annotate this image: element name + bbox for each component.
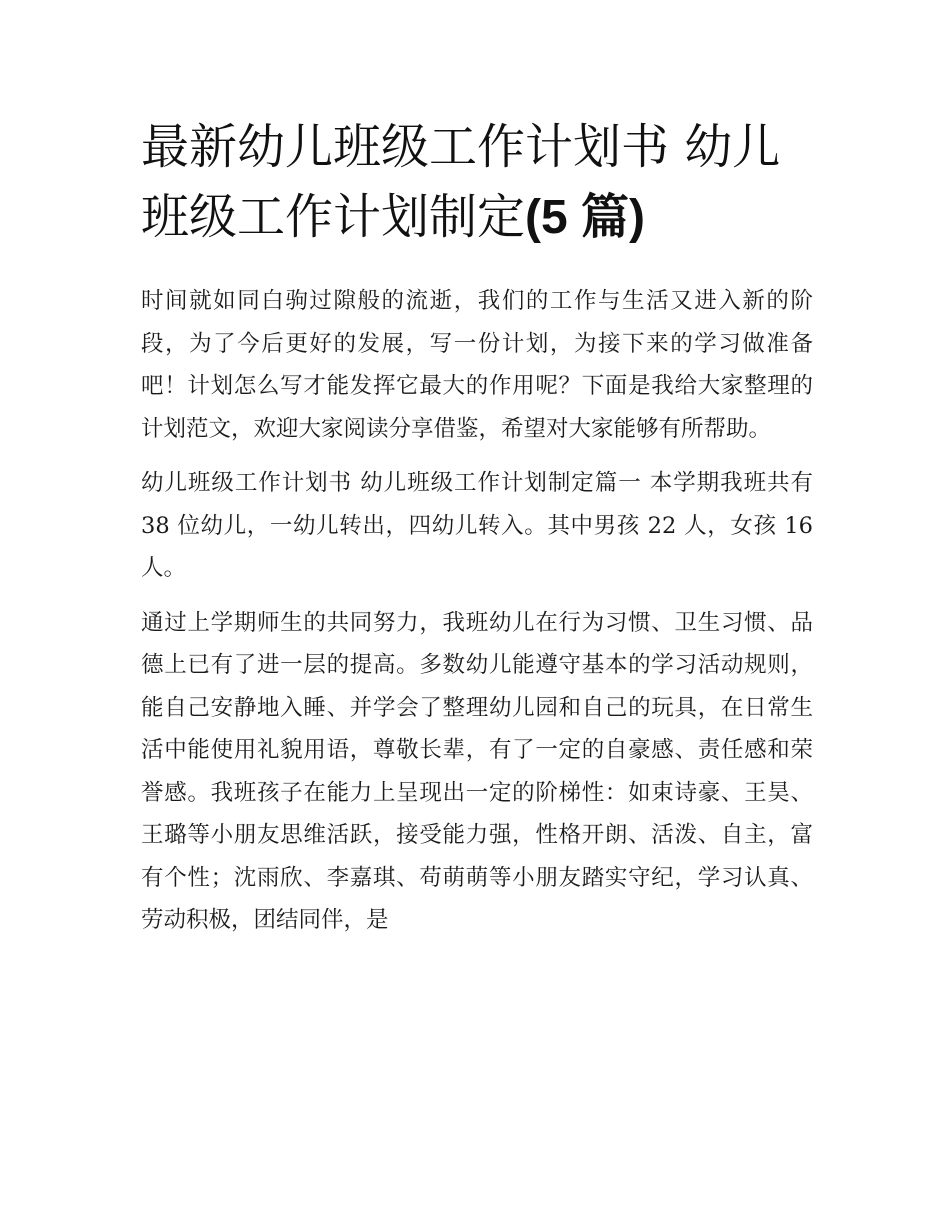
page-title [141,112,821,253]
title-main: 最新幼儿班级工作计划书 幼儿班级工作计划制定 [141,119,781,245]
document-body [141,280,813,954]
paragraph-intro: 时间就如同白驹过隙般的流逝，我们的工作与生活又进入新的阶段，为了今后更好的发展，写一份计划，为接下来的学习做准备吧！计划怎么写才能发挥它最大的作用呢？下面是我给大家整理的计划范文，欢迎大家阅读分享借鉴，希望对大家能够有所帮助。 [141,288,813,442]
paragraph-class-info: 幼儿班级工作计划书 幼儿班级工作计划制定篇一 本学期我班共有 38 位幼儿，一幼儿转出，四幼儿转入。其中男孩 22 人，女孩 16 人。 [141,470,813,581]
paragraph-progress: 通过上学期师生的共同努力，我班幼儿在行为习惯、卫生习惯、品德上已有了进一层的提高。多数幼儿能遵守基本的学习活动规则，能自己安静地入睡、并学会了整理幼儿园和自己的玩具，在日常生活中能使用礼貌用语，尊敬长辈，有了一定的自豪感、责任感和荣誉感。我班孩子在能力上呈现出一定的阶梯性：如束诗豪、王昊、王璐等小朋友思维活跃，接受能力强，性格开朗、活泼、自主，富有个性；沈雨欣、李嘉琪、苟萌萌等小朋友踏实守纪，学习认真、劳动积极，团结同伴，是 [141,609,813,933]
title-suffix: (5 篇) [525,191,646,244]
